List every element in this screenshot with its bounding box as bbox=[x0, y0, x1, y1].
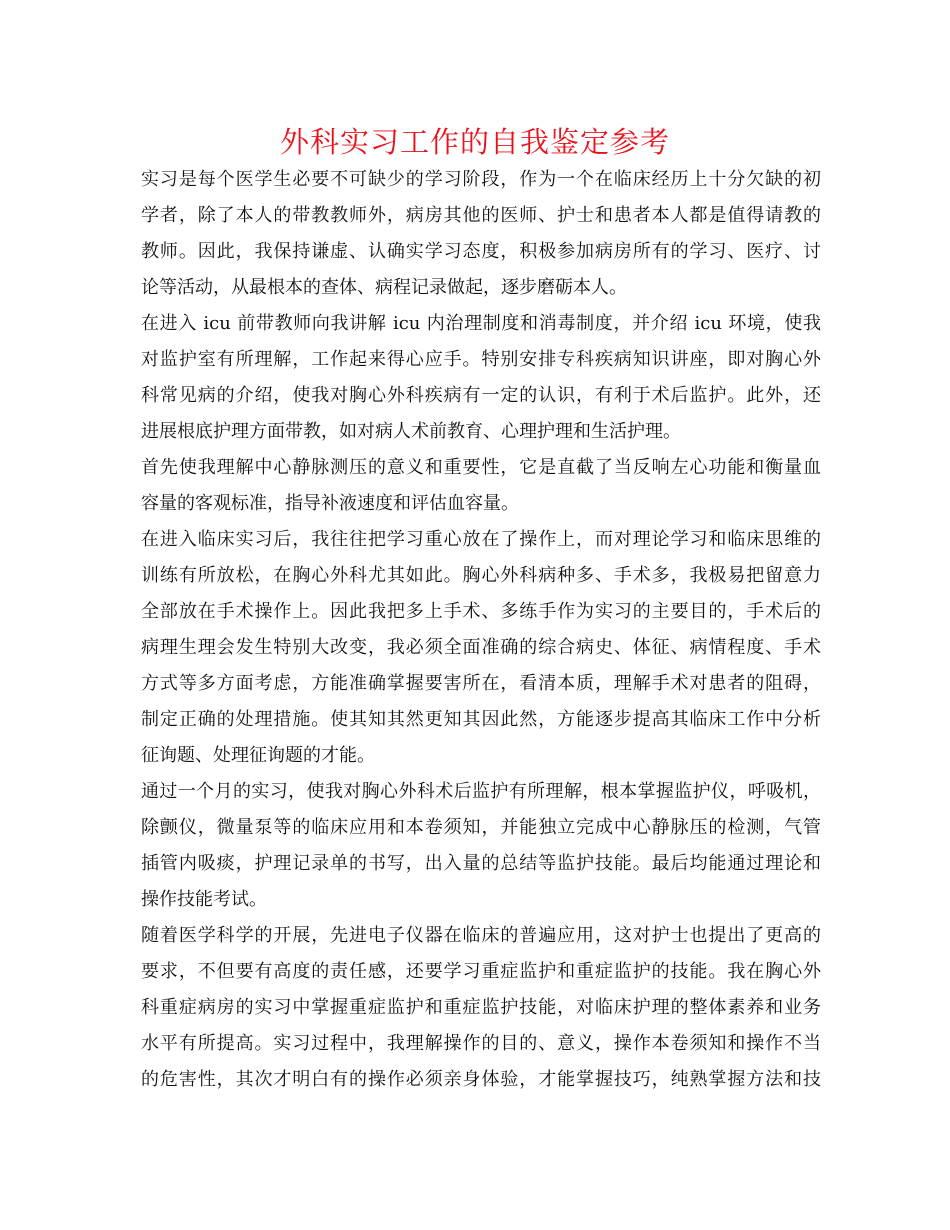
text-line: 插管内吸痰，护理记录单的书写，出入量的总结等监护技能。最后均能通过理论和 bbox=[141, 853, 821, 874]
paragraph bbox=[141, 306, 821, 450]
text-line: 容量的客观标准，指导补液速度和评估血容量。 bbox=[141, 493, 519, 514]
paragraph bbox=[141, 918, 821, 1098]
text-line: 除颤仪，微量泵等的临床应用和本卷须知，并能独立完成中心静脉压的检测，气管 bbox=[141, 817, 821, 838]
text-line: 在进入 icu 前带教师向我讲解 icu 内治理制度和消毒制度，并介绍 icu 环境，使我 bbox=[141, 313, 821, 334]
text-line: 在进入临床实习后，我往往把学习重心放在了操作上，而对理论学习和临床思维的 bbox=[141, 529, 821, 550]
text-line: 科常见病的介绍，使我对胸心外科疾病有一定的认识，有利于术后监护。此外，还 bbox=[141, 385, 821, 406]
text-line: 的危害性，其次才明白有的操作必须亲身体验，才能掌握技巧，纯熟掌握方法和技 bbox=[141, 1069, 821, 1090]
text-line: 征询题、处理征询题的才能。 bbox=[141, 745, 375, 766]
text-line: 进展根底护理方面带教，如对病人术前教育、心理护理和生活护理。 bbox=[141, 421, 681, 442]
text-line: 训练有所放松，在胸心外科尤其如此。胸心外科病种多、手术多，我极易把留意力 bbox=[141, 565, 821, 586]
text-line: 要求，不但要有高度的责任感，还要学习重症监护和重症监护的技能。我在胸心外 bbox=[141, 961, 821, 982]
text-line: 水平有所提高。实习过程中，我理解操作的目的、意义，操作本卷须知和操作不当 bbox=[141, 1033, 821, 1054]
document-body bbox=[141, 162, 821, 1098]
text-line: 教师。因此，我保持谦虚、认确实学习态度，积极参加病房所有的学习、医疗、讨 bbox=[141, 241, 821, 262]
text-line: 论等活动，从最根本的查体、病程记录做起，逐步磨砺本人。 bbox=[141, 277, 627, 298]
text-line: 制定正确的处理措施。使其知其然更知其因此然，方能逐步提高其临床工作中分析 bbox=[141, 709, 821, 730]
text-line: 实习是每个医学生必要不可缺少的学习阶段，作为一个在临床经历上十分欠缺的初 bbox=[141, 169, 821, 190]
text-line: 学者，除了本人的带教教师外，病房其他的医师、护士和患者本人都是值得请教的 bbox=[141, 205, 821, 226]
paragraph bbox=[141, 774, 821, 918]
text-line: 对监护室有所理解，工作起来得心应手。特别安排专科疾病知识讲座，即对胸心外 bbox=[141, 349, 821, 370]
text-line: 全部放在手术操作上。因此我把多上手术、多练手作为实习的主要目的，手术后的 bbox=[141, 601, 821, 622]
text-line: 通过一个月的实习，使我对胸心外科术后监护有所理解，根本掌握监护仪，呼吸机， bbox=[141, 781, 821, 802]
text-line: 随着医学科学的开展，先进电子仪器在临床的普遍应用，这对护士也提出了更高的 bbox=[141, 925, 821, 946]
text-line: 操作技能考试。 bbox=[141, 889, 267, 910]
text-line: 方式等多方面考虑，方能准确掌握要害所在，看清本质，理解手术对患者的阻碍， bbox=[141, 673, 821, 694]
document-title: 外科实习工作的自我鉴定参考 bbox=[279, 125, 670, 159]
paragraph bbox=[141, 450, 821, 522]
text-line: 科重症病房的实习中掌握重症监护和重症监护技能，对临床护理的整体素养和业务 bbox=[141, 997, 821, 1018]
paragraph bbox=[141, 162, 821, 306]
text-line: 病理生理会发生特别大改变，我必须全面准确的综合病史、体征、病情程度、手术 bbox=[141, 637, 821, 658]
paragraph bbox=[141, 522, 821, 774]
text-line: 首先使我理解中心静脉测压的意义和重要性，它是直截了当反响左心功能和衡量血 bbox=[141, 457, 821, 478]
